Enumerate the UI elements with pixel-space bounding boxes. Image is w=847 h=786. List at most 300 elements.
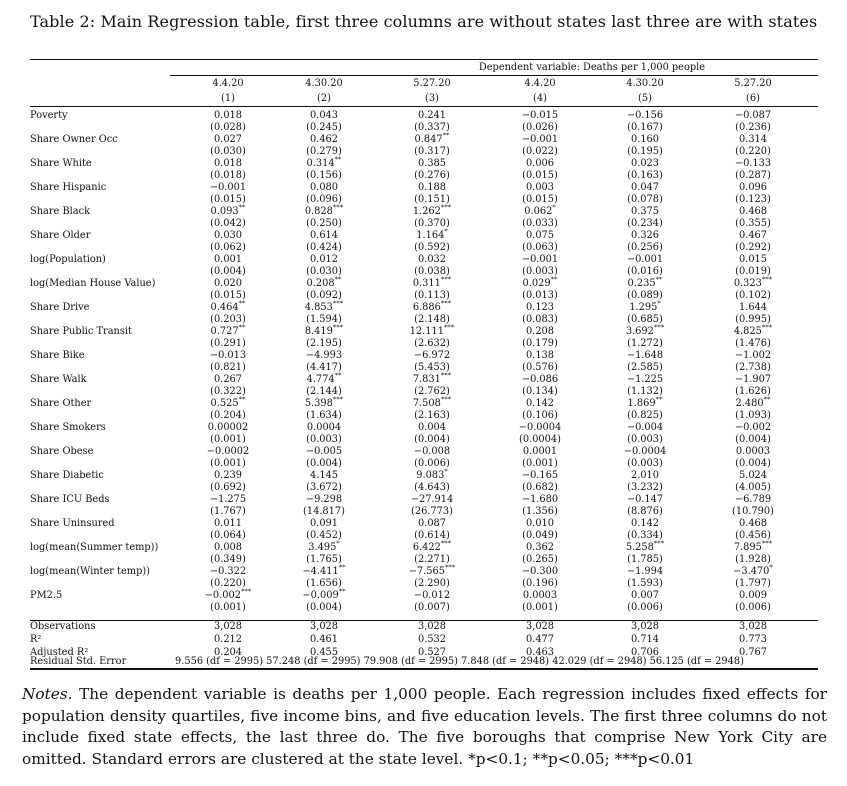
coefficient-cell: 1.869** <box>627 395 663 409</box>
row-label: Share Uninsured <box>30 518 115 529</box>
coefficient-cell: −0.001 <box>521 254 559 265</box>
std-error-cell: (0.291) <box>210 338 246 349</box>
coefficient-cell: −0.300 <box>521 566 559 577</box>
coefficient-cell: 0.091 <box>309 518 339 529</box>
std-error-cell: (1.797) <box>735 578 771 589</box>
column-date: 5.27.20 <box>734 78 772 89</box>
std-error-cell: (4.643) <box>414 482 450 493</box>
coefficient-cell: 0.468 <box>738 206 768 217</box>
coefficient-cell: 0.003 <box>525 182 555 193</box>
std-error-cell: (0.614) <box>414 530 450 541</box>
coefficient-cell: 0.375 <box>630 206 660 217</box>
coefficient-cell: −27.914 <box>410 494 454 505</box>
coefficient-cell: 0.075 <box>525 230 555 241</box>
coefficient-cell: 0.080 <box>309 182 339 193</box>
std-error-cell: (0.113) <box>414 290 450 301</box>
std-error-cell: (0.004) <box>735 458 771 469</box>
coefficient-cell: −9.298 <box>305 494 343 505</box>
coefficient-cell: −0.012 <box>413 590 451 601</box>
residual-label: Residual Std. Error <box>30 656 127 667</box>
std-error-cell: (0.064) <box>210 530 246 541</box>
std-error-cell: (0.317) <box>414 146 450 157</box>
coefficient-cell: 0.009 <box>738 590 768 601</box>
coefficient-cell: 0.047 <box>630 182 660 193</box>
row-label: Share Smokers <box>30 422 106 433</box>
std-error-cell: (8.876) <box>627 506 663 517</box>
std-error-cell: (0.001) <box>210 434 246 445</box>
stat-value: 3,028 <box>525 621 555 632</box>
row-label: Share Black <box>30 206 91 217</box>
column-number: (3) <box>425 93 439 104</box>
coefficient-cell: 4.825*** <box>733 323 773 337</box>
std-error-cell: (2.163) <box>414 410 450 421</box>
coefficient-cell: −0.0004 <box>518 422 562 433</box>
coefficient-cell: 0.032 <box>417 254 447 265</box>
std-error-cell: (2.738) <box>735 362 771 373</box>
std-error-cell: (1.626) <box>735 386 771 397</box>
coefficient-cell: 0.029** <box>522 275 558 289</box>
std-error-cell: (0.022) <box>522 146 558 157</box>
std-error-cell: (0.250) <box>306 218 342 229</box>
std-error-cell: (0.003) <box>627 434 663 445</box>
stat-value: 0.532 <box>417 634 447 645</box>
coefficient-cell: 0.012 <box>309 254 339 265</box>
coefficient-cell: 0.462 <box>309 134 339 145</box>
stat-value: 0.714 <box>630 634 660 645</box>
std-error-cell: (0.825) <box>627 410 663 421</box>
dependent-variable-label: Dependent variable: Deaths per 1,000 people <box>478 62 706 73</box>
std-error-cell: (0.018) <box>210 170 246 181</box>
std-error-cell: (0.006) <box>627 602 663 613</box>
column-number: (4) <box>533 93 547 104</box>
coefficient-cell: −1.907 <box>734 374 772 385</box>
std-error-cell: (0.006) <box>414 458 450 469</box>
coefficient-cell: 0.027 <box>213 134 243 145</box>
std-error-cell: (1.928) <box>735 554 771 565</box>
coefficient-cell: −0.002 <box>734 422 772 433</box>
std-error-cell: (0.004) <box>210 266 246 277</box>
coefficient-cell: −1.648 <box>626 350 664 361</box>
coefficient-cell: −3.470* <box>733 563 773 577</box>
std-error-cell: (0.220) <box>735 146 771 157</box>
std-error-cell: (0.179) <box>522 338 558 349</box>
std-error-cell: (0.013) <box>522 290 558 301</box>
regression-table <box>30 59 818 670</box>
stat-label: Adjusted R² <box>30 647 89 658</box>
coefficient-cell: 5.258*** <box>625 539 665 553</box>
coefficient-cell: 8.419*** <box>304 323 344 337</box>
coefficient-cell: 0.010 <box>525 518 555 529</box>
std-error-cell: (0.003) <box>627 458 663 469</box>
coefficient-cell: 4.774** <box>306 371 342 385</box>
std-error-cell: (0.292) <box>735 242 771 253</box>
std-error-cell: (1.656) <box>306 578 342 589</box>
std-error-cell: (2.148) <box>414 314 450 325</box>
coefficient-cell: 0.030 <box>213 230 243 241</box>
coefficient-cell: 7.508*** <box>412 395 452 409</box>
std-error-cell: (0.163) <box>627 170 663 181</box>
std-error-cell: (4.005) <box>735 482 771 493</box>
coefficient-cell: 0.241 <box>417 110 447 121</box>
std-error-cell: (0.030) <box>306 266 342 277</box>
std-error-cell: (0.592) <box>414 242 450 253</box>
stat-label: R² <box>30 634 42 645</box>
row-label: Share Hispanic <box>30 182 107 193</box>
row-label: PM2.5 <box>30 590 63 601</box>
notes-body: The dependent variable is deaths per 1,000 people. Each regression includes fixed effects for population density quartiles, five income bins, and five education levels. The first three columns do not include fixed state effects, the last three do. The five boroughs that comprise New York City are omitted. Standard errors are clustered at the state level. *p<0.1; **p<0.05; ***p<0.01 <box>22 685 827 768</box>
std-error-cell: (0.279) <box>306 146 342 157</box>
coefficient-cell: 0.142 <box>525 398 555 409</box>
column-number: (1) <box>221 93 235 104</box>
std-error-cell: (0.003) <box>306 434 342 445</box>
std-error-cell: (0.452) <box>306 530 342 541</box>
std-error-cell: (0.424) <box>306 242 342 253</box>
coefficient-cell: 0.727** <box>210 323 246 337</box>
coefficient-cell: 9.083* <box>416 467 448 481</box>
std-error-cell: (0.015) <box>522 170 558 181</box>
std-error-cell: (0.001) <box>522 602 558 613</box>
std-error-cell: (0.062) <box>210 242 246 253</box>
std-error-cell: (0.134) <box>522 386 558 397</box>
stat-value: 3,028 <box>417 621 447 632</box>
column-date: 4.30.20 <box>305 78 343 89</box>
std-error-cell: (0.370) <box>414 218 450 229</box>
std-error-cell: (0.220) <box>210 578 246 589</box>
residual-values: 9.556 (df = 2995) 57.248 (df = 2995) 79.908 (df = 2995) 7.848 (df = 2948) 42.029 (df = 2948) 56.125 (df = 2948) <box>175 656 744 667</box>
row-label: log(mean(Winter temp)) <box>30 566 150 577</box>
coefficient-cell: −6.972 <box>413 350 451 361</box>
std-error-cell: (0.004) <box>735 434 771 445</box>
coefficient-cell: 0.464** <box>210 299 246 313</box>
coefficient-cell: −0.133 <box>734 158 772 169</box>
coefficient-cell: 6.422*** <box>412 539 452 553</box>
coefficient-cell: −0.165 <box>521 470 559 481</box>
coefficient-cell: −0.156 <box>626 110 664 121</box>
std-error-cell: (2.290) <box>414 578 450 589</box>
row-label: Share ICU Beds <box>30 494 110 505</box>
std-error-cell: (2.762) <box>414 386 450 397</box>
row-label: Share Other <box>30 398 92 409</box>
coefficient-cell: 0.239 <box>213 470 243 481</box>
coefficient-cell: −1.002 <box>734 350 772 361</box>
std-error-cell: (0.196) <box>522 578 558 589</box>
std-error-cell: (0.355) <box>735 218 771 229</box>
row-label: Share Walk <box>30 374 87 385</box>
std-error-cell: (0.007) <box>414 602 450 613</box>
std-error-cell: (0.692) <box>210 482 246 493</box>
std-error-cell: (0.004) <box>306 602 342 613</box>
coefficient-cell: −4.993 <box>305 350 343 361</box>
std-error-cell: (0.015) <box>522 194 558 205</box>
stat-value: 0.706 <box>630 647 660 658</box>
std-error-cell: (0.063) <box>522 242 558 253</box>
coefficient-cell: 3.495* <box>308 539 340 553</box>
stat-value: 3,028 <box>309 621 339 632</box>
coefficient-cell: −1.994 <box>626 566 664 577</box>
std-error-cell: (0.004) <box>414 434 450 445</box>
stat-value: 0.455 <box>309 647 339 658</box>
notes-title: Notes. <box>22 685 73 703</box>
coefficient-cell: 0.020 <box>213 278 243 289</box>
std-error-cell: (2.632) <box>414 338 450 349</box>
coefficient-cell: 0.0001 <box>522 446 558 457</box>
column-number: (6) <box>746 93 760 104</box>
std-error-cell: (4.417) <box>306 362 342 373</box>
std-error-cell: (0.204) <box>210 410 246 421</box>
std-error-cell: (0.042) <box>210 218 246 229</box>
stat-value: 0.461 <box>309 634 339 645</box>
coefficient-cell: 0.267 <box>213 374 243 385</box>
stat-value: 3,028 <box>213 621 243 632</box>
coefficient-cell: 3.692*** <box>625 323 665 337</box>
coefficient-cell: 0.188 <box>417 182 447 193</box>
stat-value: 0.212 <box>213 634 243 645</box>
std-error-cell: (0.349) <box>210 554 246 565</box>
std-error-cell: (0.019) <box>735 266 771 277</box>
coefficient-cell: −0.0004 <box>623 446 667 457</box>
coefficient-cell: 0.385 <box>417 158 447 169</box>
std-error-cell: (2.585) <box>627 362 663 373</box>
std-error-cell: (0.322) <box>210 386 246 397</box>
std-error-cell: (0.276) <box>414 170 450 181</box>
coefficient-cell: 0.018 <box>213 110 243 121</box>
std-error-cell: (1.785) <box>627 554 663 565</box>
row-label: Share Public Transit <box>30 326 132 337</box>
stat-value: 3,028 <box>630 621 660 632</box>
row-label: Share Bike <box>30 350 85 361</box>
coefficient-cell: 0.043 <box>309 110 339 121</box>
std-error-cell: (0.245) <box>306 122 342 133</box>
coefficient-cell: −0.008 <box>413 446 451 457</box>
std-error-cell: (0.682) <box>522 482 558 493</box>
coefficient-cell: 0.096 <box>738 182 768 193</box>
coefficient-cell: 1.644 <box>738 302 768 313</box>
column-date: 4.30.20 <box>626 78 664 89</box>
std-error-cell: (0.236) <box>735 122 771 133</box>
column-date: 5.27.20 <box>413 78 451 89</box>
coefficient-cell: 0.007 <box>630 590 660 601</box>
stat-value: 0.204 <box>213 647 243 658</box>
coefficient-cell: 4.145 <box>309 470 339 481</box>
coefficient-cell: 0.311*** <box>412 275 452 289</box>
row-label: Share Drive <box>30 302 90 313</box>
header-rule <box>30 106 818 107</box>
std-error-cell: (1.356) <box>522 506 558 517</box>
row-label: log(mean(Summer temp)) <box>30 542 159 553</box>
coefficient-cell: 0.087 <box>417 518 447 529</box>
std-error-cell: (5.453) <box>414 362 450 373</box>
std-error-cell: (10.790) <box>732 506 774 517</box>
std-error-cell: (0.049) <box>522 530 558 541</box>
std-error-cell: (1.767) <box>210 506 246 517</box>
coefficient-cell: 5.024 <box>738 470 768 481</box>
coefficient-cell: 0.362 <box>525 542 555 553</box>
coefficient-cell: 1.295* <box>629 299 661 313</box>
std-error-cell: (0.151) <box>414 194 450 205</box>
coefficient-cell: 1.262*** <box>412 203 452 217</box>
std-error-cell: (1.476) <box>735 338 771 349</box>
row-label: Share Obese <box>30 446 94 457</box>
coefficient-cell: 0.160 <box>630 134 660 145</box>
coefficient-cell: 0.004 <box>417 422 447 433</box>
std-error-cell: (1.634) <box>306 410 342 421</box>
table-notes <box>22 684 827 770</box>
std-error-cell: (0.026) <box>522 122 558 133</box>
coefficient-cell: −0.015 <box>521 110 559 121</box>
coefficient-cell: −0.001 <box>626 254 664 265</box>
std-error-cell: (0.334) <box>627 530 663 541</box>
std-error-cell: (0.030) <box>210 146 246 157</box>
coefficient-cell: 0.314** <box>306 155 342 169</box>
std-error-cell: (0.033) <box>522 218 558 229</box>
coefficient-cell: −1.225 <box>626 374 664 385</box>
std-error-cell: (0.995) <box>735 314 771 325</box>
row-label: Share White <box>30 158 92 169</box>
std-error-cell: (2.144) <box>306 386 342 397</box>
coefficient-cell: 0.138 <box>525 350 555 361</box>
coefficient-cell: −0.001 <box>521 134 559 145</box>
coefficient-cell: −6.789 <box>734 494 772 505</box>
coefficient-cell: −0.0002 <box>206 446 250 457</box>
coefficient-cell: 0.008 <box>213 542 243 553</box>
coefficient-cell: −0.147 <box>626 494 664 505</box>
coefficient-cell: 0.614 <box>309 230 339 241</box>
column-number: (5) <box>638 93 652 104</box>
row-label: Share Older <box>30 230 91 241</box>
std-error-cell: (0.287) <box>735 170 771 181</box>
std-error-cell: (0.203) <box>210 314 246 325</box>
std-error-cell: (1.594) <box>306 314 342 325</box>
coefficient-cell: 0.525** <box>210 395 246 409</box>
coefficient-cell: −1.680 <box>521 494 559 505</box>
std-error-cell: (0.003) <box>522 266 558 277</box>
std-error-cell: (0.004) <box>306 458 342 469</box>
std-error-cell: (1.765) <box>306 554 342 565</box>
coefficient-cell: 0.314 <box>738 134 768 145</box>
coefficient-cell: 0.123 <box>525 302 555 313</box>
column-date: 4.4.20 <box>212 78 244 89</box>
column-number: (2) <box>317 93 331 104</box>
coefficient-cell: −0.009** <box>302 587 346 601</box>
coefficient-cell: 0.023 <box>630 158 660 169</box>
std-error-cell: (0.337) <box>414 122 450 133</box>
std-error-cell: (3.672) <box>306 482 342 493</box>
coefficient-cell: 0.235** <box>627 275 663 289</box>
std-error-cell: (0.156) <box>306 170 342 181</box>
std-error-cell: (0.001) <box>210 602 246 613</box>
std-error-cell: (0.821) <box>210 362 246 373</box>
coefficient-cell: 0.0004 <box>306 422 342 433</box>
coefficient-cell: −0.087 <box>734 110 772 121</box>
coefficient-cell: 5.398*** <box>304 395 344 409</box>
coefficient-cell: −1.275 <box>209 494 247 505</box>
coefficient-cell: 0.208 <box>525 326 555 337</box>
std-error-cell: (0.195) <box>627 146 663 157</box>
std-error-cell: (2.195) <box>306 338 342 349</box>
header-partial-rule <box>170 75 818 76</box>
coefficient-cell: 0.001 <box>213 254 243 265</box>
coefficient-cell: 0.326 <box>630 230 660 241</box>
std-error-cell: (0.576) <box>522 362 558 373</box>
coefficient-cell: 7.831*** <box>412 371 452 385</box>
coefficient-cell: 2.010 <box>630 470 660 481</box>
std-error-cell: (0.006) <box>735 602 771 613</box>
coefficient-cell: 0.208** <box>306 275 342 289</box>
coefficient-cell: −0.322 <box>209 566 247 577</box>
top-rule <box>30 59 818 60</box>
std-error-cell: (14.817) <box>303 506 345 517</box>
coefficient-cell: 1.164* <box>416 227 448 241</box>
std-error-cell: (0.256) <box>627 242 663 253</box>
std-error-cell: (0.106) <box>522 410 558 421</box>
coefficient-cell: 0.468 <box>738 518 768 529</box>
coefficient-cell: 0.467 <box>738 230 768 241</box>
stat-value: 0.463 <box>525 647 555 658</box>
std-error-cell: (0.167) <box>627 122 663 133</box>
coefficient-cell: 0.828*** <box>304 203 344 217</box>
coefficient-cell: −0.002*** <box>204 587 252 601</box>
std-error-cell: (1.593) <box>627 578 663 589</box>
std-error-cell: (0.078) <box>627 194 663 205</box>
std-error-cell: (0.102) <box>735 290 771 301</box>
coefficient-cell: 0.015 <box>738 254 768 265</box>
coefficient-cell: 0.847** <box>414 131 450 145</box>
std-error-cell: (1.093) <box>735 410 771 421</box>
column-date: 4.4.20 <box>524 78 556 89</box>
std-error-cell: (2.271) <box>414 554 450 565</box>
std-error-cell: (0.265) <box>522 554 558 565</box>
coefficient-cell: 0.006 <box>525 158 555 169</box>
std-error-cell: (0.123) <box>735 194 771 205</box>
stat-value: 0.767 <box>738 647 768 658</box>
coefficient-cell: 0.011 <box>213 518 243 529</box>
coefficient-cell: 12.111*** <box>409 323 455 337</box>
coefficient-cell: −0.013 <box>209 350 247 361</box>
std-error-cell: (0.001) <box>210 458 246 469</box>
coefficient-cell: 2.480** <box>735 395 771 409</box>
row-label: log(Median House Value) <box>30 278 156 289</box>
std-error-cell: (1.132) <box>627 386 663 397</box>
coefficient-cell: 0.00002 <box>207 422 249 433</box>
coefficient-cell: 0.0003 <box>522 590 558 601</box>
bottom-rule <box>30 668 818 670</box>
std-error-cell: (0.001) <box>522 458 558 469</box>
coefficient-cell: 6.886*** <box>412 299 452 313</box>
std-error-cell: (0.015) <box>210 194 246 205</box>
std-error-cell: (0.015) <box>210 290 246 301</box>
coefficient-cell: 0.093** <box>210 203 246 217</box>
std-error-cell: (0.685) <box>627 314 663 325</box>
table-caption: Table 2: Main Regression table, first three columns are without states last three are with states <box>30 12 818 31</box>
std-error-cell: (0.234) <box>627 218 663 229</box>
std-error-cell: (0.096) <box>306 194 342 205</box>
std-error-cell: (0.089) <box>627 290 663 301</box>
coefficient-cell: −7.565*** <box>408 563 456 577</box>
coefficient-cell: 0.018 <box>213 158 243 169</box>
std-error-cell: (0.083) <box>522 314 558 325</box>
std-error-cell: (0.016) <box>627 266 663 277</box>
row-label: Share Owner Occ <box>30 134 118 145</box>
coefficient-cell: −0.005 <box>305 446 343 457</box>
std-error-cell: (3.232) <box>627 482 663 493</box>
coefficient-cell: 7.895*** <box>733 539 773 553</box>
coefficient-cell: −0.004 <box>626 422 664 433</box>
row-label: Share Diabetic <box>30 470 104 481</box>
stat-value: 0.773 <box>738 634 768 645</box>
std-error-cell: (0.092) <box>306 290 342 301</box>
coefficient-cell: −4.411** <box>302 563 346 577</box>
stat-value: 3,028 <box>738 621 768 632</box>
